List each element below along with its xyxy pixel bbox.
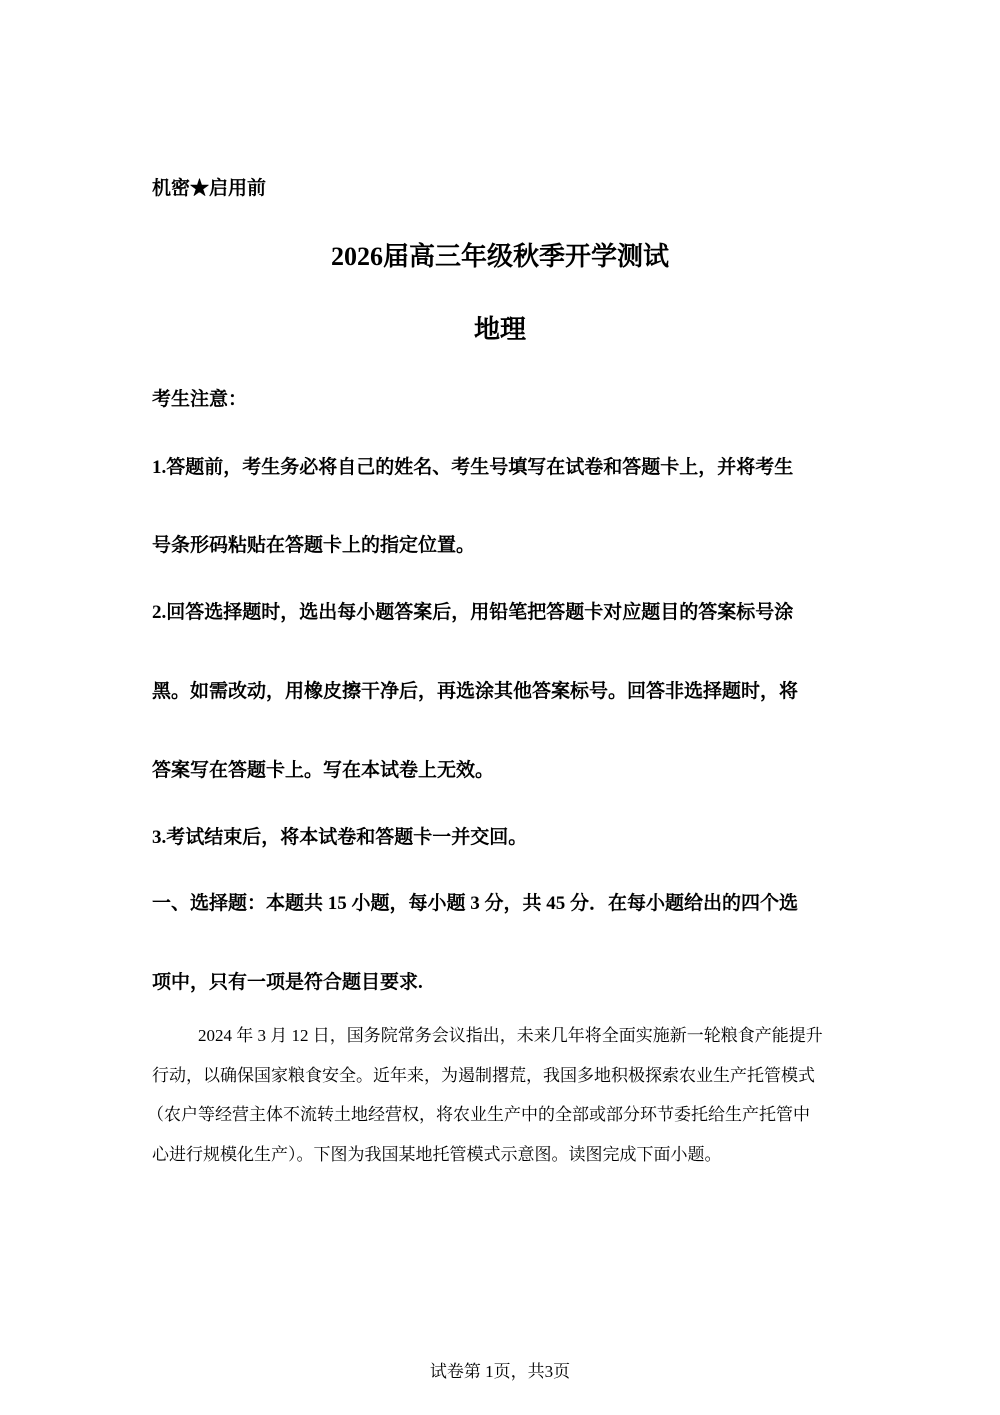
page-footer: 试卷第 1页，共3页 bbox=[429, 1362, 571, 1381]
section-heading: 项中，只有一项是符合题目要求. bbox=[152, 972, 423, 993]
confidential-label: 机密★启用前 bbox=[152, 178, 267, 199]
passage-line: （农户等经营主体不流转土地经营权，将农业生产中的全部或部分环节委托给生产托管中 bbox=[147, 1105, 810, 1124]
exam-subject: 地理 bbox=[473, 315, 526, 344]
passage-line: 2024 年 3 月 12 日，国务院常务会议指出，未来几年将全面实施新一轮粮食产能提升 bbox=[198, 1026, 823, 1045]
exam-title: 2026届高三年级秋季开学测试 bbox=[330, 242, 669, 271]
notice-line: 号条形码粘贴在答题卡上的指定位置。 bbox=[152, 535, 476, 556]
notice-line: 答案写在答题卡上。写在本试卷上无效。 bbox=[152, 760, 495, 781]
notice-line: 2.回答选择题时，选出每小题答案后，用铅笔把答题卡对应题目的答案标号涂 bbox=[152, 602, 794, 623]
notice-line: 3.考试结束后，将本试卷和答题卡一并交回。 bbox=[152, 827, 528, 848]
passage-line: 行动，以确保国家粮食安全。近年来，为遏制撂荒，我国多地积极探索农业生产托管模式 bbox=[152, 1066, 815, 1085]
notice-line: 1.答题前，考生务必将自己的姓名、考生号填写在试卷和答题卡上，并将考生 bbox=[152, 457, 794, 478]
passage-line: 心进行规模化生产）。下图为我国某地托管模式示意图。读图完成下面小题。 bbox=[152, 1145, 722, 1164]
notice-line: 黑。如需改动，用橡皮擦干净后，再选涂其他答案标号。回答非选择题时，将 bbox=[152, 681, 799, 702]
section-heading: 一、选择题：本题共 15 小题，每小题 3 分，共 45 分．在每小题给出的四个选 bbox=[152, 893, 799, 914]
notice-heading: 考生注意： bbox=[152, 389, 248, 410]
